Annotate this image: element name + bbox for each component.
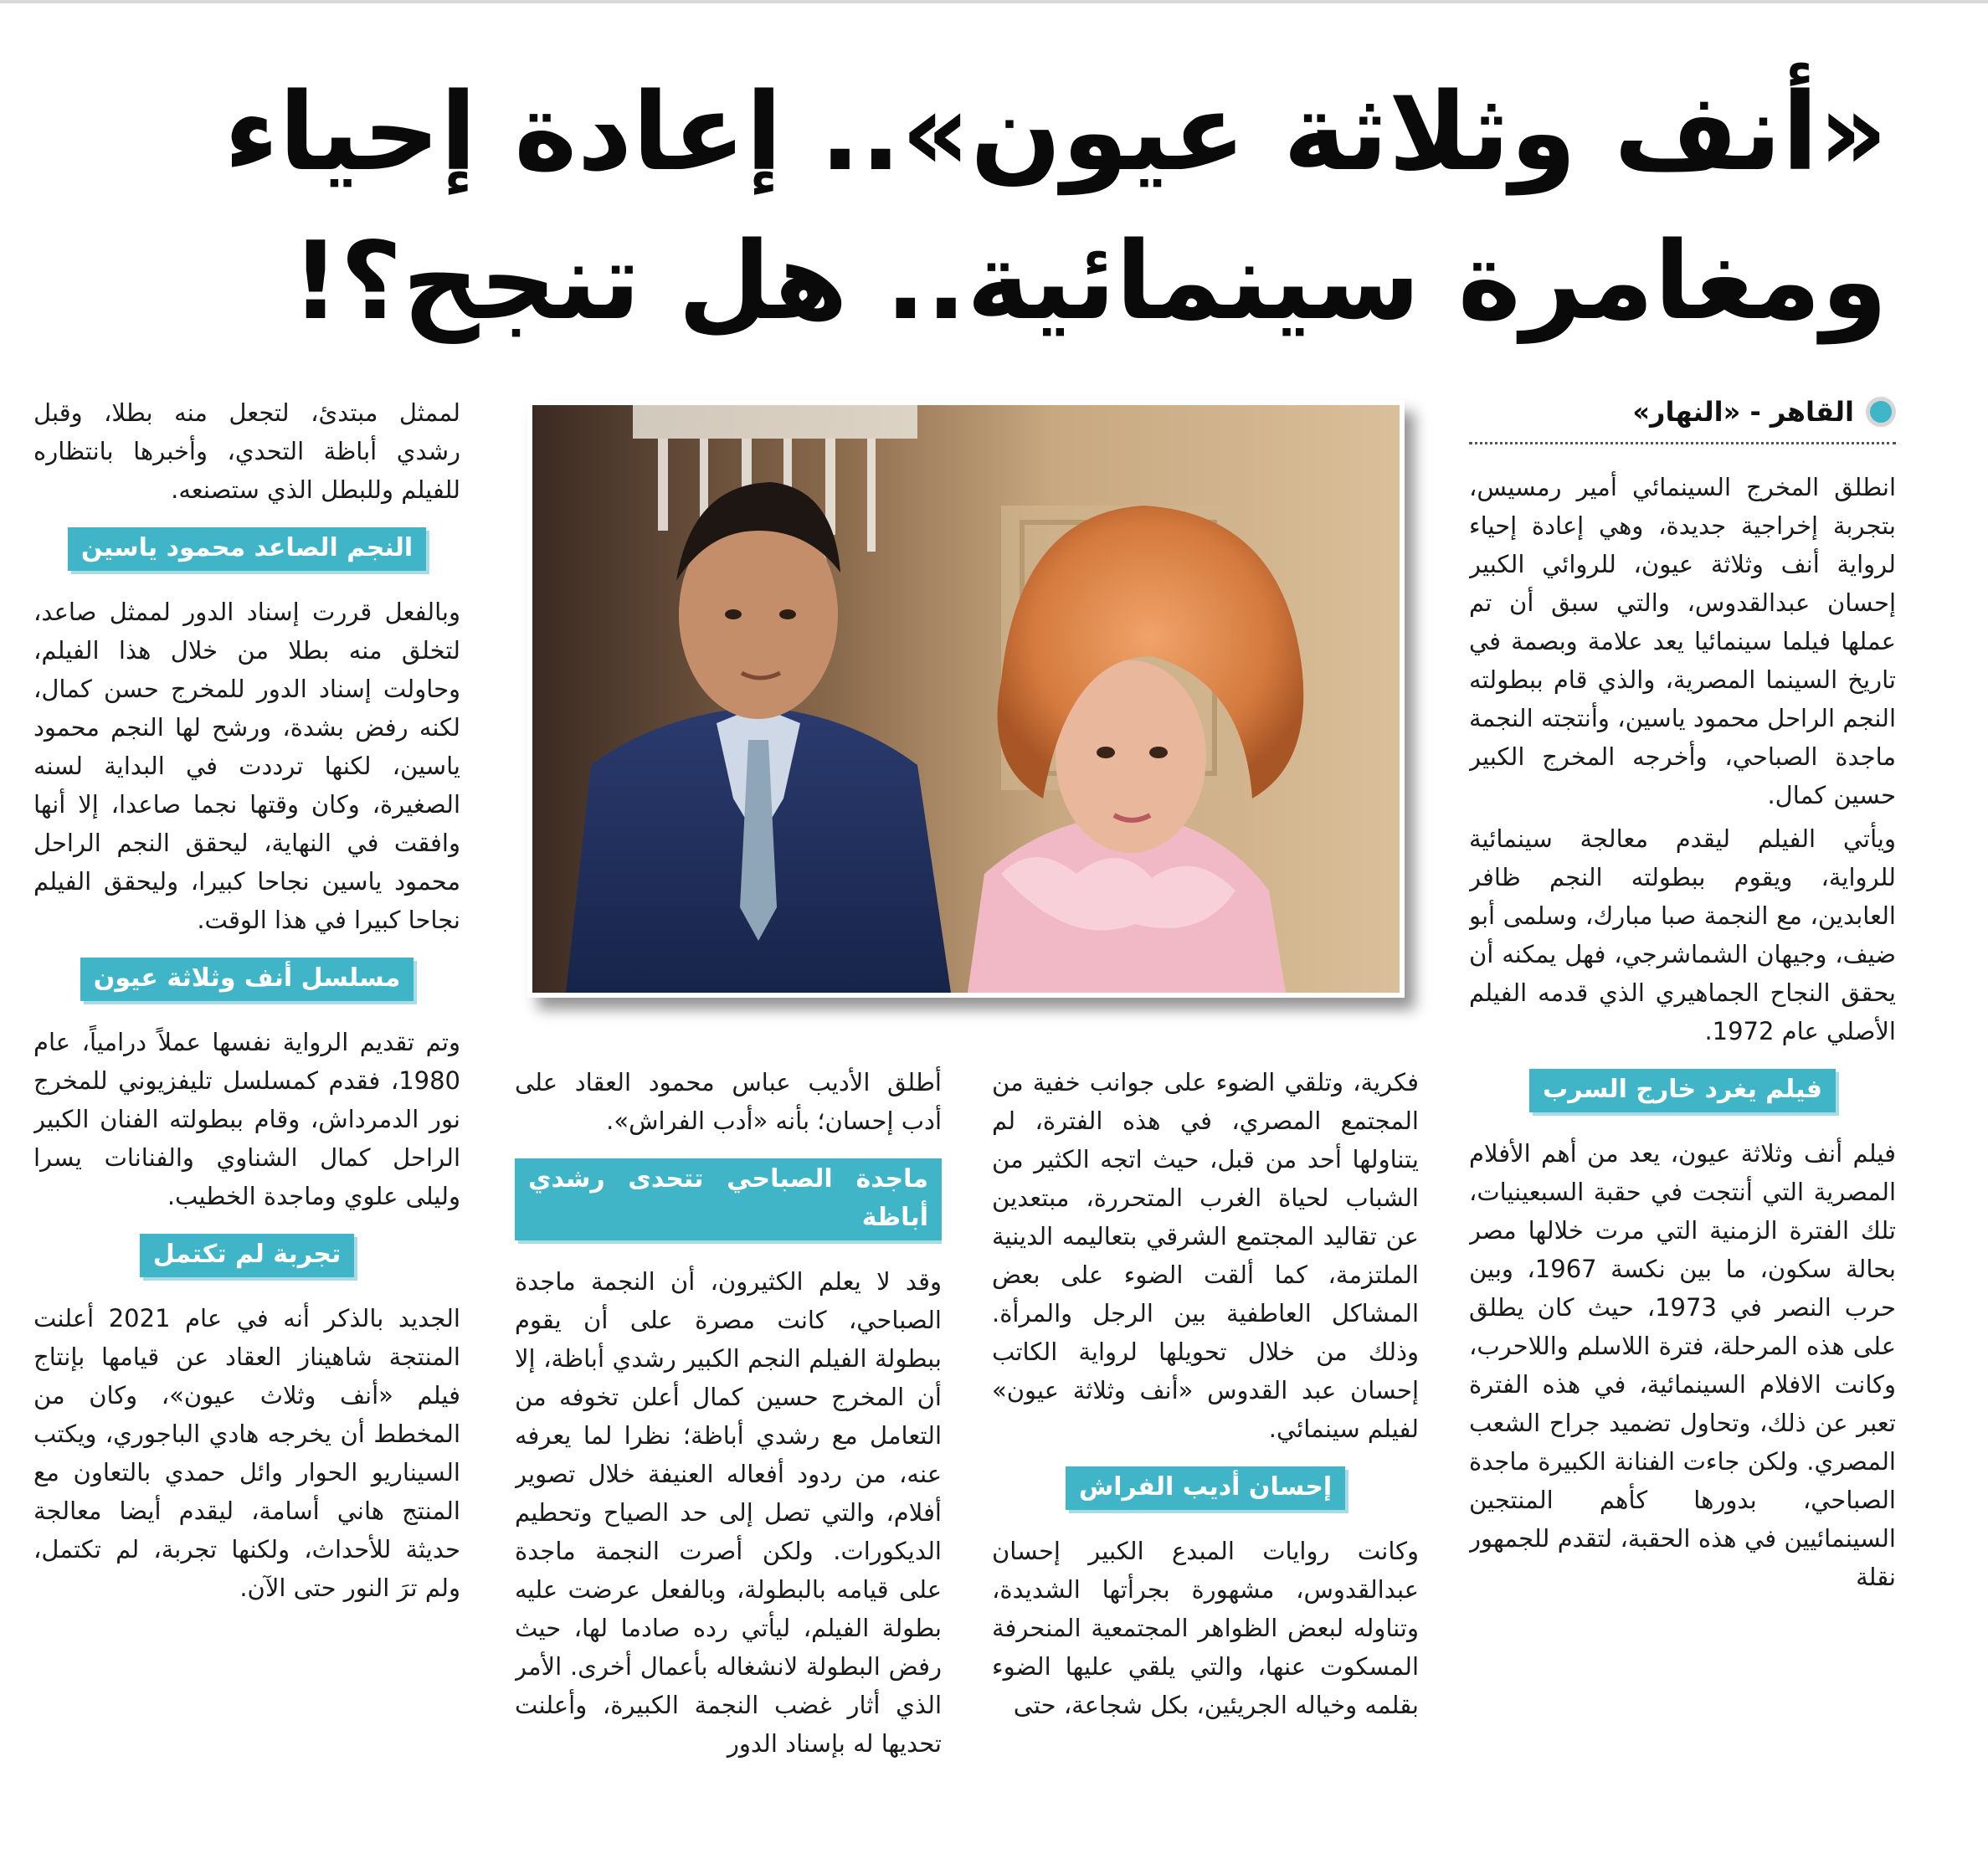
paragraph: ويأتي الفيلم ليقدم معالجة سينمائية للرواية، ويقوم ببطولته النجم ظافر العابدين، مع النجمة صبا مبارك، وسلمى أبو ضيف، وجيهان الشماشرجي، فهل يمكنه أن يحقق النجاح الجماهيري الذي قدمه الفيلم الأصلي عام 1972. [1469,824,1896,1045]
paragraph: وتم تقديم الرواية نفسها عملاً درامياً، عام 1980، فقدم كمسلسل تليفزيوني للمخرج نور الدمرداش، وقام ببطولته الفنان الكبير الراحل كمال الشناوي والفنانات يسرا وليلى علوي وماجدة الخطيب. [33,1028,460,1210]
subheading: النجم الصاعد محمود ياسين [68,527,426,571]
subheading: تجربة لم تكتمل [140,1234,355,1277]
article-column-3 [515,1063,942,1850]
paragraph: فيلم أنف وثلاثة عيون، يعد من أهم الأفلام المصرية التي أنتجت في حقبة السبعينيات، تلك الفترة الزمنية التي مرت خلالها مصر بحالة سكون، ما بين نكسة 1967، وبين حرب النصر في 1973، حيث كان يطلق على هذه المرحلة، فترة اللاسلم واللاحرب، وكانت الافلام السينمائية، في هذه الفترة تعبر عن ذلك، وتحاول تضميد جراح الشعب المصري. ولكن جاءت الفنانة الكبيرة ماجدة الصباحي، بدورها كأهم المنتجين السينمائيين في هذه الحقبة، لتقدم للجمهور نقلة [1469,1139,1896,1591]
paragraph: لممثل مبتدئ، لتجعل منه بطلا، وقبل رشدي أباظة التحدي، وأخبرها بانتظاره للفيلم وللبطل الذي ستصنعه. [33,398,460,504]
bullet-dot-icon [1866,397,1896,427]
film-still-photo [527,400,1405,998]
dateline-text: القاهر - «النهار» [1632,396,1854,428]
paragraph: الجديد بالذكر أنه في عام 2021 أعلنت المنتجة شاهيناز العقاد عن قيامها بإنتاج فيلم «أنف وثلاث عيون»، وكان من المخطط أن يخرجه هادي الباجوري، ويكتب السيناريو الحوار وائل حمدي بالتعاون مع المنتج هاني أسامة، ليقدم أيضا معالجة حديثة للأحداث، ولكنها تجربة، لم تكتمل، ولم ترَ النور حتى الآن. [33,1304,460,1602]
film-still-illustration [532,405,1400,993]
article-column-4 [33,393,460,1850]
paragraph: أطلق الأديب عباس محمود العقاد على أدب إحسان؛ بأنه «أدب الفراش». [515,1068,942,1135]
subheading: فيلم يغرد خارج السرب [1529,1069,1836,1112]
top-rule [0,0,1988,3]
subheading: مسلسل أنف وثلاثة عيون [80,958,414,1001]
paragraph: انطلق المخرج السينمائي أمير رمسيس، بتجربة إخراجية جديدة، وهي إعادة إحياء لرواية أنف وثلاثة عيون، للروائي الكبير إحسان عبدالقدوس، والتي سبق أن تم عملها فيلما سينمائيا يعد علامة وبصمة في تاريخ السينما المصرية، والذي قام ببطولته النجم الراحل محمود ياسين، وأنتجته النجمة ماجدة الصباحي، وأخرجه المخرج الكبير حسين كمال. [1469,473,1896,809]
article-column-1 [1469,393,1896,1850]
subheading: إحسان أديب الفراش [1066,1466,1345,1510]
paragraph: وكانت روايات المبدع الكبير إحسان عبدالقدوس، مشهورة بجرأتها الشديدة، وتناوله لبعض الظواهر المجتمعية المنحرفة المسكوت عنها، والتي يلقي عليها الضوء بقلمه وخياله الجريئين، بكل شجاعة، حتى [992,1537,1419,1719]
paragraph: وبالفعل قررت إسناد الدور لممثل صاعد، لتخلق منه بطلا من خلال هذا الفيلم، وحاولت إسناد الدور للمخرج حسن كمال، لكنه رفض بشدة، ورشح لها النجم محمود ياسين، لكنها ترددت في البداية لسنه الصغيرة، وكان وقتها نجما صاعدا، إلا أنها وافقت في النهاية، ليحقق النجم الراحل محمود ياسين نجاحا كبيرا، وليحقق الفيلم نجاحا كبيرا في هذا الوقت. [33,598,460,934]
paragraph: وقد لا يعلم الكثيرون، أن النجمة ماجدة الصباحي، كانت مصرة على أن يقوم ببطولة الفيلم النجم الكبير رشدي أباظة، إلا أن المخرج حسين كمال أعلن تخوفه من التعامل مع رشدي أباظة؛ نظرا لما يعرفه عنه، من ردود أفعاله العنيفة خلال تصوير أفلام، والتي تصل إلى حد الصياح وتحطيم الديكورات. ولكن أصرت النجمة ماجدة على قيامه بالبطولة، وبالفعل عرضت عليه بطولة الفيلم، ليأتي رده صادما لها، حيث رفض البطولة لانشغاله بأعمال أخرى. الأمر الذي أثار غضب النجمة الكبيرة، وأعلنت تحديها له بإسناد الدور [515,1267,942,1758]
headline: «أنف وثلاثة عيون».. إعادة إحياء ومغامرة سينمائية.. هل تنجح؟! [223,70,1888,344]
subheading: ماجدة الصباحي تتحدى رشدي أباظة [515,1158,942,1240]
dateline [1469,393,1896,444]
article-column-2 [992,1063,1419,1850]
paragraph: فكرية، وتلقي الضوء على جوانب خفية من المجتمع المصري، في هذه الفترة، لم يتناولها أحد من قبل، حيث اتجه الكثير من الشباب لحياة الغرب المتحررة، مبتعدين عن تقاليد المجتمع الشرقي بتعاليمه الدينية الملتزمة، كما ألقت الضوء على بعض المشاكل العاطفية بين الرجل والمرأة. وذلك من خلال تحويلها لرواية الكاتب إحسان عبد القدوس «أنف وثلاثة عيون» لفيلم سينمائي. [992,1068,1419,1443]
